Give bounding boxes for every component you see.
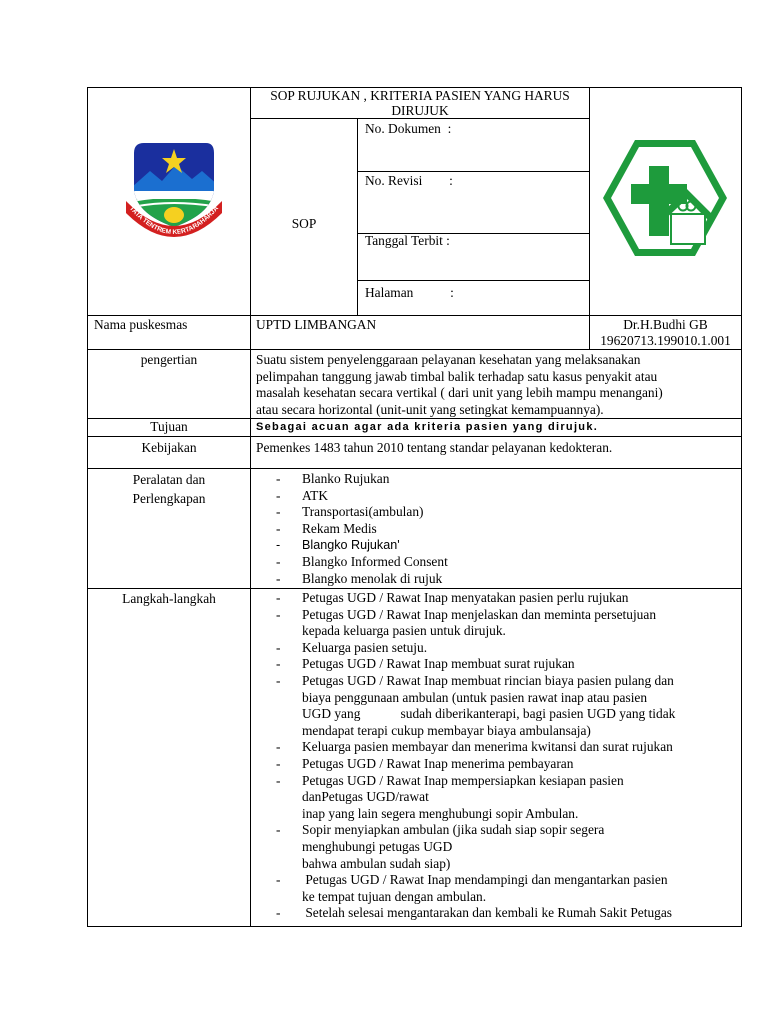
head-name: Dr.H.Budhi GB [623, 317, 708, 332]
grid-line [357, 171, 590, 172]
field-no-revisi: No. Revisi : [365, 173, 453, 188]
langkah-list [258, 590, 675, 922]
sop-label: SOP [291, 216, 317, 231]
step-line: Petugas UGD / Rawat Inap menyatakan pasien perlu rujukan [302, 590, 629, 605]
step-line: Petugas UGD / Rawat Inap menjelaskan dan meminta persetujuan [302, 606, 657, 622]
list-item: - Blanko Rujukan [258, 471, 448, 488]
list-item [258, 822, 675, 872]
step-line: Petugas UGD / Rawat Inap menerima pembayaran [302, 755, 574, 771]
step-line: inap yang lain segera menghubungi sopir Ambulan. [302, 805, 579, 821]
pengertian-line: atau secara horizontal (unit-unit yang setingkat kemampuannya). [256, 401, 604, 417]
step-line: Sopir menyiapkan ambulan (jika sudah siap sopir segera [302, 822, 605, 838]
grid-line [250, 87, 251, 315]
peralatan-label: Peralatan dan [132, 472, 206, 487]
grid-line [87, 468, 742, 469]
step-line: danPetugas UGD/rawat [302, 789, 429, 805]
list-item: - ATK [258, 488, 448, 505]
field-no-dokumen: No. Dokumen : [365, 121, 452, 136]
pengertian-line: Suatu sistem penyelenggaraan pelayanan kesehatan yang melaksanakan [256, 352, 641, 367]
step-line: Keluarga pasien setuju. [302, 639, 428, 655]
sop-title-line1: SOP RUJUKAN , KRITERIA PASIEN YANG HARUS [270, 88, 570, 103]
langkah-label: Langkah-langkah [122, 591, 216, 606]
list-item [258, 590, 675, 607]
list-item [258, 905, 675, 922]
grid-line [357, 118, 358, 315]
svg-text:TATA TENTREM KERTARAHARJA [128, 205, 220, 236]
emblem-motto: TATA TENTREM KERTARAHARJA [127, 205, 221, 237]
list-item [258, 773, 675, 823]
grid-line [87, 588, 742, 589]
peralatan-list [258, 471, 448, 587]
list-item: - Blangko Rujukan' [258, 537, 448, 554]
list-item: - Blangko Informed Consent [258, 554, 448, 571]
pengertian-line: pelimpahan tanggung jawab timbal balik terhadap satu kasus penyakit atau [256, 368, 658, 384]
head-nip: 19620713.199010.1.001 [600, 333, 731, 348]
puskesmas-logo [597, 136, 733, 260]
tujuan-label: Tujuan [150, 419, 188, 434]
list-item [258, 756, 675, 773]
grid-line [87, 436, 742, 437]
step-line: mendapat terapi cukup membayar biaya ambulansaja) [302, 722, 591, 738]
step-line: UGD yang sudah diberikanterapi, bagi pasien UGD yang tidak [302, 706, 676, 722]
pengertian-label: pengertian [140, 352, 198, 367]
step-line: biaya penggunaan ambulan (untuk pasien rawat inap atau pasien [302, 689, 648, 705]
step-line: Petugas UGD / Rawat Inap membuat rincian biaya pasien pulang dan [302, 672, 674, 688]
step-line: Setelah selesai mengantarakan dan kembali ke Rumah Sakit Petugas [302, 905, 672, 921]
puskesmas-cross-icon [597, 136, 733, 260]
field-tanggal-terbit: Tanggal Terbit : [365, 233, 450, 248]
regional-emblem-logo [122, 135, 226, 253]
step-line: Petugas UGD / Rawat Inap mendampingi dan mengantarkan pasien [302, 872, 668, 888]
puskesmas-value: UPTD LIMBANGAN [256, 317, 377, 332]
tujuan-text: Sebagai acuan agar ada kriteria pasien yang dirujuk. [256, 421, 599, 433]
perlengkapan-label: Perlengkapan [132, 491, 206, 506]
list-item [258, 872, 675, 905]
step-line: menghubungi petugas UGD [302, 838, 453, 854]
step-line: bahwa ambulan sudah siap) [302, 855, 451, 871]
pengertian-line: masalah kesehatan secara vertikal ( dari unit yang lebih mampu menangani) [256, 385, 663, 400]
grid-line [250, 315, 251, 927]
step-line: Keluarga pasien membayar dan menerima kwitansi dan surat rujukan [302, 739, 673, 755]
list-item [258, 739, 675, 756]
field-halaman: Halaman : [365, 285, 454, 300]
puskesmas-label: Nama puskesmas [94, 317, 188, 332]
grid-line [357, 280, 590, 281]
list-item: - Transportasi(ambulan) [258, 504, 448, 521]
list-item: - Blangko menolak di rujuk [258, 571, 448, 588]
grid-line [87, 315, 742, 316]
sop-title-line2: DIRUJUK [391, 103, 449, 118]
kebijakan-label: Kebijakan [141, 440, 197, 455]
list-item [258, 607, 675, 640]
list-item [258, 656, 675, 673]
list-item: - Rekam Medis [258, 521, 448, 538]
step-line: ke tempat tujuan dengan ambulan. [302, 888, 487, 904]
list-item [258, 673, 675, 739]
step-line: Petugas UGD / Rawat Inap membuat surat rujukan [302, 656, 575, 672]
list-item [258, 640, 675, 657]
step-line: kepada keluarga pasien untuk dirujuk. [302, 623, 506, 639]
kebijakan-text: Pemenkes 1483 tahun 2010 tentang standar pelayanan kedokteran. [256, 440, 613, 455]
step-line: Petugas UGD / Rawat Inap mempersiapkan kesiapan pasien [302, 772, 624, 788]
